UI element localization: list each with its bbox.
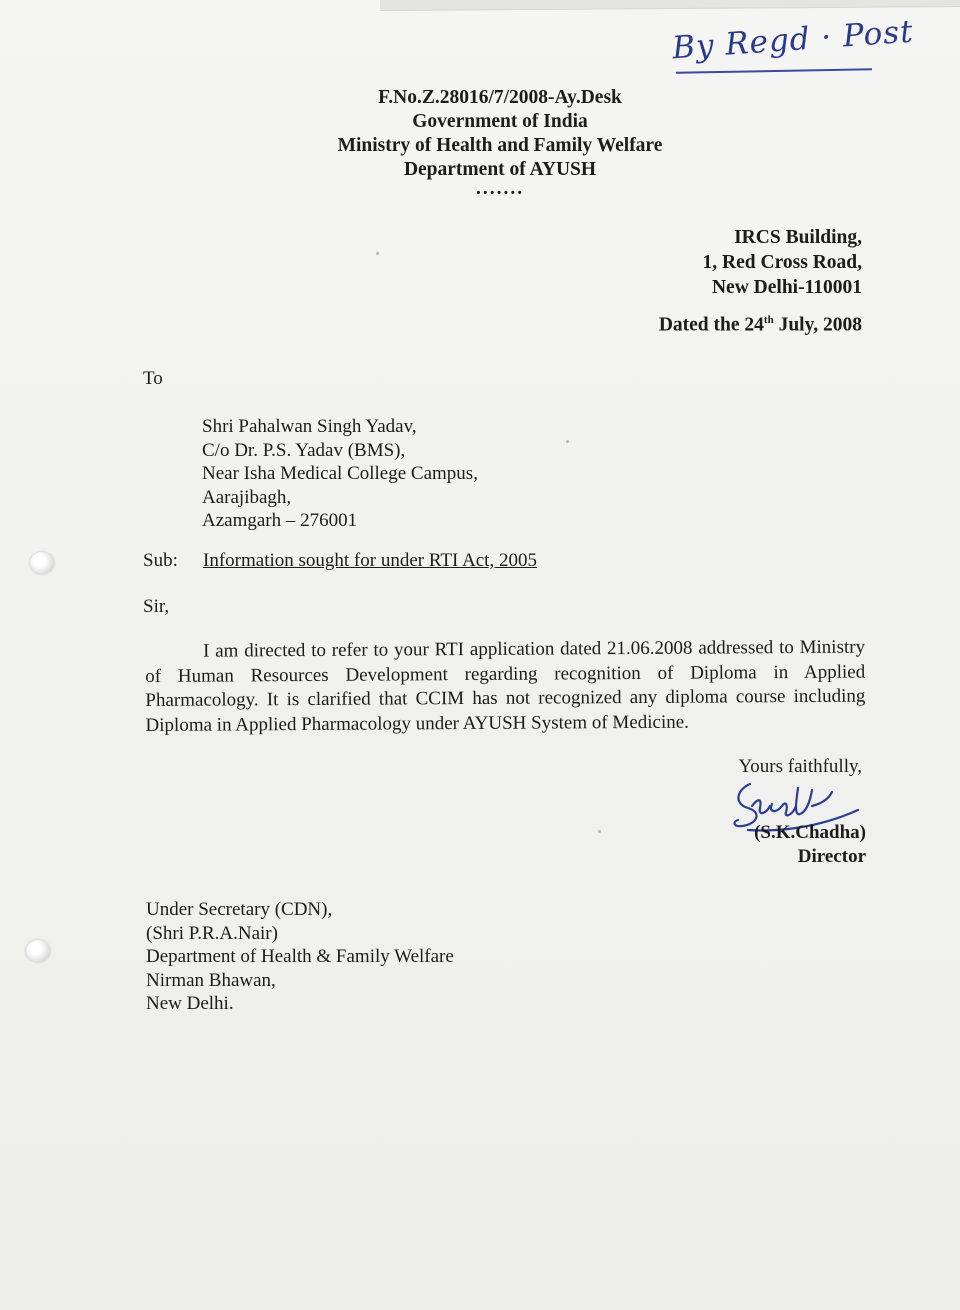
recipient-care-of: C/o Dr. P.S. Yadav (BMS), (202, 439, 406, 461)
recipient-line-4: Aarajibagh, (202, 486, 292, 508)
date-ordinal: th (763, 314, 774, 326)
closing: Yours faithfully, (738, 756, 862, 777)
copy-to-line-3: Department of Health & Family Welfare (146, 946, 454, 967)
address-line-1: IRCS Building, (734, 227, 862, 248)
copy-to-line-5: New Delhi. (146, 993, 234, 1014)
subject-text: Information sought for under RTI Act, 2005 (203, 550, 537, 571)
salutation: Sir, (143, 596, 170, 617)
copy-to-line-2: (Shri P.R.A.Nair) (146, 922, 278, 944)
letter-header (250, 86, 750, 199)
ministry-line: Ministry of Health and Family Welfare (337, 135, 663, 156)
department-line: Department of AYUSH (403, 159, 597, 180)
paper-speck (598, 830, 601, 833)
subject-line (143, 550, 537, 572)
signer-title: Director (797, 846, 866, 867)
date-prefix: Dated the 24 (658, 314, 764, 336)
paper-speck (566, 440, 569, 443)
punch-hole-bottom (26, 940, 50, 962)
copy-to-line-1: Under Secretary (CDN), (146, 899, 333, 920)
to-label: To (143, 368, 163, 389)
handwritten-annotation: By Regd · Post (671, 13, 915, 67)
letter-body (145, 636, 866, 738)
recipient-line-5: Azamgarh – 276001 (202, 510, 358, 531)
signer-name: (S.K.Chadha) (754, 822, 866, 843)
date-rest: July, 2008 (773, 314, 862, 336)
government-line: Government of India (412, 111, 588, 132)
punch-hole-top (30, 552, 54, 574)
subject-label: Sub: (143, 550, 178, 571)
annotation-underline (676, 68, 872, 73)
address-line-2: 1, Red Cross Road, (702, 252, 862, 273)
paper-speck (376, 252, 379, 255)
recipient-name: Shri Pahalwan Singh Yadav, (202, 416, 417, 437)
copy-to-block (146, 898, 454, 1016)
torn-top-edge (380, 0, 960, 11)
letter-date (659, 314, 862, 337)
body-paragraph: I am directed to refer to your RTI application dated 21.06.2008 addressed to Ministry of Human Resources Development regarding recognition of Diploma in Applied Pharmacology. It is clarified that CCIM has not recognized any diploma course including Diploma in Applied Pharmacology under AYUSH System of Medicine. (145, 636, 866, 736)
signer-block (754, 821, 866, 869)
recipient-address (202, 415, 478, 533)
header-dots: ....... (475, 178, 525, 199)
file-number: F.No.Z.28016/7/2008-Ay.Desk (378, 87, 622, 108)
address-line-3: New Delhi-110001 (711, 277, 862, 298)
copy-to-line-4: Nirman Bhawan, (146, 969, 276, 991)
recipient-line-3: Near Isha Medical College Campus, (202, 463, 478, 484)
sender-address (703, 225, 862, 300)
